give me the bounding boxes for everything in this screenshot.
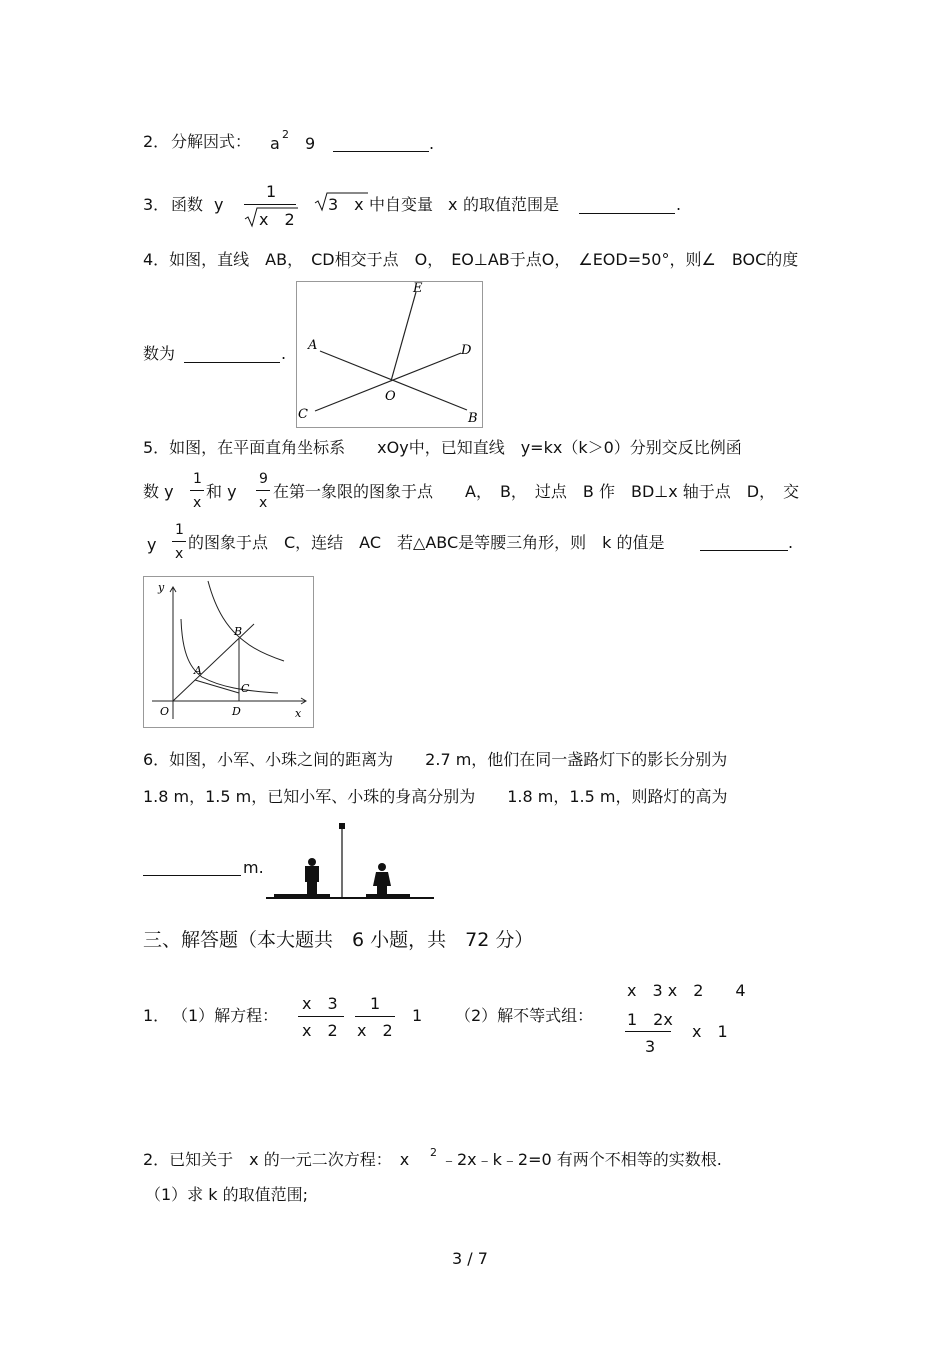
q5-l2-f1-num: 1 xyxy=(193,471,202,487)
p1-number: 1． xyxy=(143,1006,170,1025)
q3-text: 函数 xyxy=(171,195,204,214)
p1-f2-den: x 2 xyxy=(357,1021,393,1040)
label-x: x xyxy=(295,707,302,720)
q4-end: . xyxy=(281,344,287,363)
shadow-right xyxy=(366,894,410,898)
q3-number: 3． xyxy=(143,195,170,214)
label-a: A xyxy=(308,338,318,353)
q5-l2-b: 和 y xyxy=(206,482,237,501)
q3-answer-blank xyxy=(579,213,675,214)
label-d: D xyxy=(461,343,472,358)
q3-frac-num: 1 xyxy=(266,182,277,201)
ray-oe xyxy=(391,292,416,381)
label-y: y xyxy=(158,581,165,594)
label-b: B xyxy=(234,625,243,638)
p1-ineq2-bar xyxy=(625,1031,671,1032)
q4-figure xyxy=(296,281,483,428)
label-c: C xyxy=(241,682,250,695)
q3-rest: 中自变量 xyxy=(369,195,434,214)
curve-9-over-x xyxy=(208,581,284,661)
q5-l2-f1-bar xyxy=(190,490,204,491)
q4-line1: 4．如图，直线 AB， CD相交于点 O， EO⊥AB于点O， ∠EOD=50°，则∠ BOC的度 xyxy=(143,250,799,269)
q2-text: 分解因式： xyxy=(171,132,252,151)
q5-l3-a: y xyxy=(147,535,157,554)
p1-ineq2-rhs: x 1 xyxy=(692,1022,728,1041)
q2-number: 2． xyxy=(143,132,170,151)
label-o: O xyxy=(385,389,396,404)
p1-rhs: 1 xyxy=(412,1006,423,1025)
q4-line2: 数为 xyxy=(143,344,176,363)
q5-l2-f2-bar xyxy=(256,490,270,491)
q5-l3-f-bar xyxy=(172,541,186,542)
q5-answer-blank xyxy=(700,550,788,551)
q2-a: a xyxy=(270,134,280,153)
section-title: 三、解答题（本大题共 6 小题，共 72 分） xyxy=(143,929,534,951)
p1-part1: （1）解方程： xyxy=(172,1006,279,1025)
label-e: E xyxy=(413,282,423,296)
p2-sup: 2 xyxy=(430,1146,437,1159)
q3-rest2: 的取值范围是 xyxy=(463,195,560,214)
label-a: A xyxy=(194,664,202,677)
label-o: O xyxy=(160,705,170,718)
lamp-icon xyxy=(339,823,345,829)
q6-answer-blank xyxy=(143,875,241,876)
p1-f2-bar xyxy=(355,1016,395,1017)
p1-f2-num: 1 xyxy=(370,994,381,1013)
segment-ac xyxy=(195,680,239,693)
q6-line1: 6．如图，小军、小珠之间的距离为 2.7 m，他们在同一盏路灯下的影长分别为 xyxy=(143,750,728,769)
q3-y: y xyxy=(214,195,224,214)
q5-end: . xyxy=(788,533,794,552)
p2-line1-a: 2．已知关于 x 的一元二次方程： x xyxy=(143,1150,410,1169)
q6-unit: m. xyxy=(243,858,264,877)
q2-nine: 9 xyxy=(305,134,316,153)
q3-end: . xyxy=(676,195,682,214)
q5-l3-f-den: x xyxy=(175,546,184,562)
label-b: B xyxy=(468,411,478,426)
q6-line2: 1.8 m，1.5 m，已知小军、小珠的身高分别为 1.8 m，1.5 m，则路灯的高为 xyxy=(143,787,728,806)
q5-l2-f1-den: x xyxy=(193,495,202,511)
person-right-icon xyxy=(373,863,391,896)
curve-1-over-x xyxy=(181,619,278,693)
q5-l3-f-num: 1 xyxy=(175,522,184,538)
q4-answer-blank xyxy=(184,362,280,363)
q5-l3-b: 的图象于点 C，连结 AC 若△ABC是等腰三角形，则 k 的值是 xyxy=(188,533,665,552)
p1-ineq2-den: 3 xyxy=(645,1037,656,1056)
p1-f1-bar xyxy=(298,1016,344,1017)
q5-line1: 5．如图，在平面直角坐标系 xOy中，已知直线 y=kx（k＞0）分别交反比例函 xyxy=(143,438,742,457)
q3-frac-den: x 2 xyxy=(259,210,295,229)
q3-sqrt-content: 3 x xyxy=(328,195,364,214)
p1-ineq2-num: 1 2x xyxy=(627,1010,673,1029)
label-d: D xyxy=(232,705,241,718)
q5-l2-a: 数 y xyxy=(143,482,174,501)
q5-l2-f2-den: x xyxy=(259,495,268,511)
person-left-icon xyxy=(305,858,319,896)
q6-figure xyxy=(266,820,436,902)
p2-line2: （1）求 k 的取值范围; xyxy=(145,1185,309,1204)
p1-f1-den: x 2 xyxy=(302,1021,338,1040)
q3-frac-bar xyxy=(244,204,296,205)
p1-part2: （2）解不等式组： xyxy=(455,1006,594,1025)
shadow-left xyxy=(274,894,330,898)
page-number: 3 / 7 xyxy=(452,1249,488,1268)
q2-answer-blank xyxy=(333,151,429,152)
p1-ineq1: x 3 x 2 4 xyxy=(627,981,746,1000)
q2-end: . xyxy=(429,134,435,153)
q5-l2-c: 在第一象限的图象于点 A， B， 过点 B 作 BD⊥x 轴于点 D， 交 xyxy=(273,482,800,501)
p1-f1-num: x 3 xyxy=(302,994,338,1013)
q3-x: x xyxy=(448,195,458,214)
q2-sup: 2 xyxy=(282,128,289,141)
q5-l2-f2-num: 9 xyxy=(259,471,268,487)
p2-line1-b: ﹣2x﹣k﹣2=0 有两个不相等的实数根. xyxy=(441,1150,722,1169)
label-c: C xyxy=(298,407,308,422)
q5-figure xyxy=(143,576,314,728)
